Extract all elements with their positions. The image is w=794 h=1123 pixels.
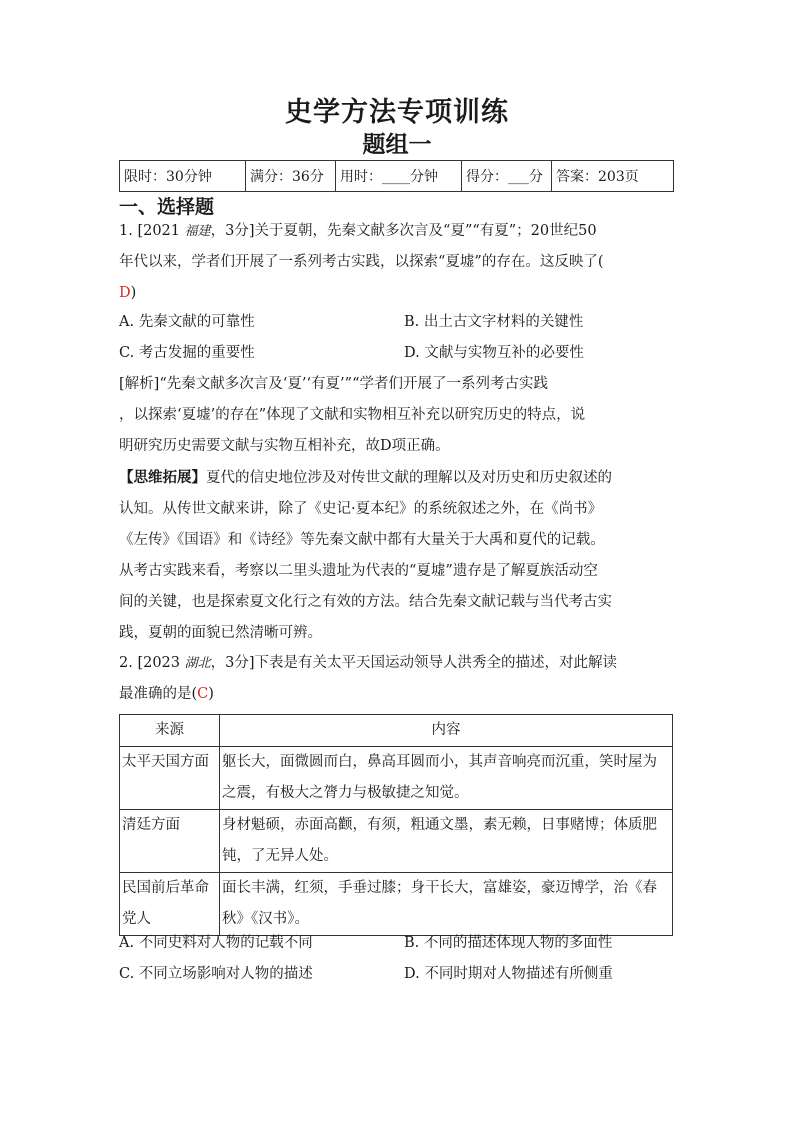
q1-analysis-line-2: ，以探索‘夏墟’的存在”体现了文献和实物相互补充以研究历史的特点，说	[119, 407, 586, 423]
page-title: 史学方法专项训练	[285, 97, 509, 128]
table-row	[120, 873, 673, 936]
score-cell: 得分：___分	[462, 161, 552, 192]
q2-stem-line-1	[119, 648, 679, 679]
q1-analysis	[119, 369, 679, 462]
row-content: 面长丰满，红须，手垂过膝；身干长大，富雄姿，豪迈博学，治《春秋》《汉书》。	[220, 873, 673, 936]
row-content: 身材魁硕，赤面高颧，有须，粗通文墨，素无赖，日事赌博；体质肥钝，了无异人处。	[220, 810, 673, 873]
q1-extension-line-2: 认知。从传世文献来讲，除了《史记·夏本纪》的系统叙述之外，在《尚书》	[119, 501, 603, 517]
q2-option-c: C. 不同立场影响对人物的描述	[119, 966, 313, 982]
page-subtitle: 题组一	[362, 132, 432, 158]
q2-stem-text-2: 最准确的是(	[119, 686, 198, 702]
full-score-cell: 满分：36分	[246, 161, 336, 192]
q2-stem-line-2	[119, 679, 679, 710]
q1-close-paren: )	[130, 285, 137, 301]
q1-stem	[119, 216, 679, 309]
section-title: 一、选择题	[119, 196, 215, 218]
q1-extension-line-6: 践，夏朝的面貌已然清晰可辨。	[119, 625, 322, 641]
q1-number: 1. [2021	[119, 223, 185, 239]
table-row	[120, 747, 673, 810]
q1-option-a: A. 先秦文献的可靠性	[119, 314, 255, 330]
header-content: 内容	[220, 715, 673, 747]
q2-option-d: D. 不同时期对人物描述有所侧重	[404, 966, 613, 982]
q1-option-b: B. 出土古文字材料的关键性	[404, 314, 584, 330]
row-source: 清廷方面	[120, 810, 220, 873]
q1-extension-label: 【思维拓展】	[119, 469, 206, 486]
table-row	[120, 810, 673, 873]
q1-stem-line-2: 年代以来，学者们开展了一系列考古实践，以探索“夏墟”的存在。这反映了(	[119, 254, 604, 270]
q1-meta: ，3分]	[210, 223, 255, 239]
q1-stem-line-1	[119, 216, 679, 247]
q1-extension-line-1	[119, 462, 679, 494]
q1-analysis-line-3: 明研究历史需要文献与实物互相补充，故D项正确。	[119, 438, 450, 454]
q2-number: 2. [2023	[119, 655, 185, 671]
q2-answer: C	[197, 686, 209, 702]
q1-extension-text-1: 夏代的信史地位涉及对传世文献的理解以及对历史和历史叙述的	[206, 470, 612, 486]
row-source: 民国前后革命党人	[120, 873, 220, 936]
q1-extension-line-3: 《左传》《国语》和《诗经》等先秦文献中都有大量关于大禹和夏代的记载。	[119, 532, 605, 548]
q1-option-c: C. 考古发掘的重要性	[119, 345, 255, 361]
q1-option-d: D. 文献与实物互补的必要性	[404, 345, 584, 361]
q2-stem-text-1: 下表是有关太平天国运动领导人洪秀全的描述，对此解读	[254, 655, 618, 671]
used-time-cell: 用时：____分钟	[336, 161, 462, 192]
q1-stem-text-1: 关于夏朝，先秦文献多次言及“夏”“有夏”；20世纪50	[254, 223, 597, 239]
q1-extension	[119, 462, 679, 649]
q2-region-tag: 湖北	[184, 656, 211, 671]
answer-page-cell: 答案：203页	[552, 161, 674, 192]
q1-extension-line-4: 从考古实践来看，考察以二里头遗址为代表的“夏墟”遗存是了解夏族活动空	[119, 563, 598, 579]
q2-option-a: A. 不同史料对人物的记载不同	[119, 935, 313, 951]
q2-close-paren: )	[208, 686, 214, 702]
q2-meta: ，3分]	[210, 655, 255, 671]
q2-stem	[119, 648, 679, 710]
row-source: 太平天国方面	[120, 747, 220, 810]
q1-extension-line-5: 间的关键，也是探索夏文化行之有效的方法。结合先秦文献记载与当代考古实	[119, 594, 612, 610]
q1-analysis-line-1: [解析]“先秦文献多次言及‘夏’‘有夏’”“学者们开展了一系列考古实践	[119, 376, 548, 392]
source-table	[119, 714, 673, 936]
time-limit-cell: 限时：30分钟	[120, 161, 246, 192]
q1-answer: D	[119, 285, 131, 301]
info-table	[119, 160, 674, 192]
q1-answer-line	[119, 278, 679, 309]
row-content: 躯长大，面微圆而白，鼻高耳圆而小，其声音响亮而沉重，笑时屋为之震，有极大之膂力与极敏捷之知觉。	[220, 747, 673, 810]
q1-region-tag: 福建	[184, 224, 211, 239]
q2-option-b: B. 不同的描述体现人物的多面性	[404, 935, 613, 951]
header-source: 来源	[120, 715, 220, 747]
source-table-header	[120, 715, 673, 747]
